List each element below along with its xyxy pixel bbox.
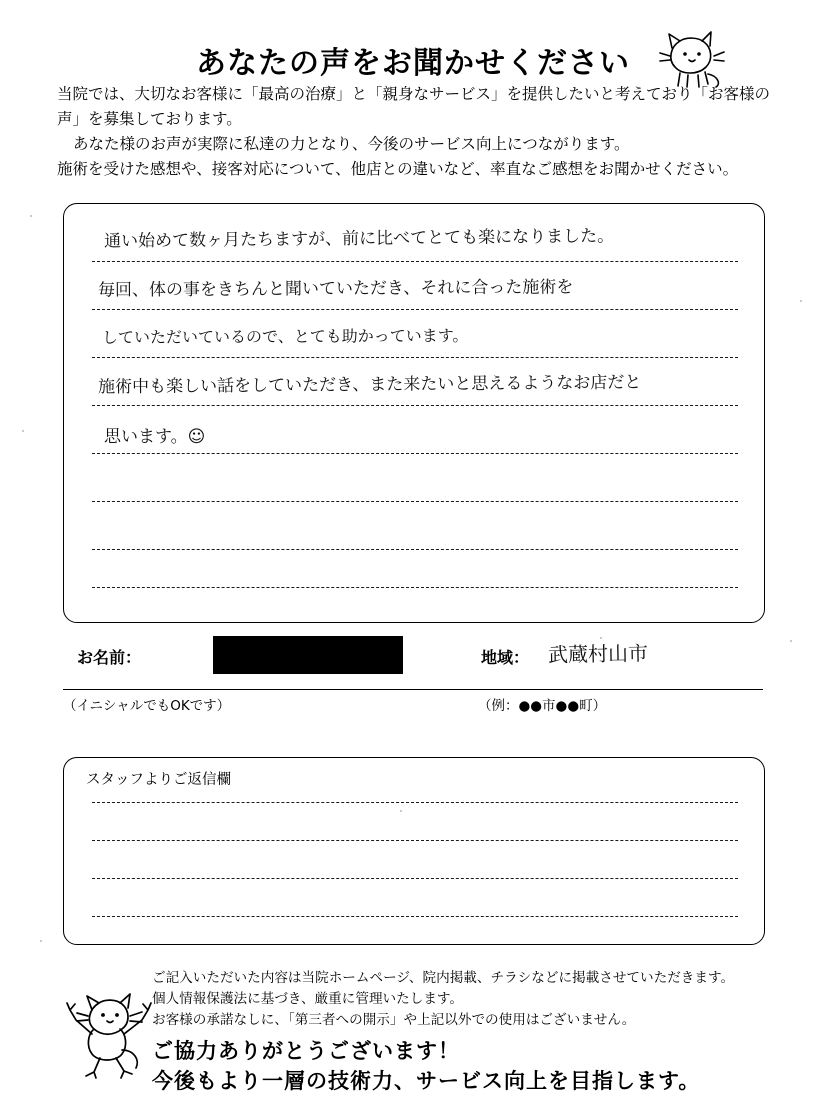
scan-speck xyxy=(790,640,792,642)
footer-thanks-line-2: 今後もより一層の技術力、サービス向上を目指します。 xyxy=(152,1069,701,1093)
ruled-line xyxy=(92,840,738,841)
ruled-line xyxy=(92,357,738,358)
form-footer xyxy=(0,960,826,1098)
footer-thanks xyxy=(152,1036,792,1096)
intro-text xyxy=(57,82,773,182)
ruled-line xyxy=(92,405,738,406)
scan-speck xyxy=(600,637,602,639)
footer-note-3: お客様の承諾なしに、「第三者への開示」や上記以外での使用はございません。 xyxy=(152,1012,636,1028)
ruled-line xyxy=(92,453,738,454)
customer-comment-box[interactable] xyxy=(63,203,765,623)
page-title: あなたの声をお聞かせください xyxy=(196,46,630,81)
name-note: （イニシャルでもOKです） xyxy=(63,698,231,714)
area-label: 地域： xyxy=(481,648,530,667)
info-underline xyxy=(63,689,763,690)
handwritten-line-4: 施術中も楽しい話をしていただき、また来たいと思えるようなお店だと xyxy=(97,372,642,398)
handwritten-line-3: していただいているので、とても助かっています。 xyxy=(101,326,469,347)
ruled-line xyxy=(92,587,738,588)
cat-mascot-icon xyxy=(658,26,728,88)
staff-reply-box[interactable] xyxy=(63,757,765,945)
ruled-line xyxy=(92,916,738,917)
handwritten-line-5: 思います。☺ xyxy=(104,427,206,447)
ruled-line xyxy=(92,261,738,262)
scan-speck xyxy=(22,430,24,432)
area-note: （例：●●市●●町） xyxy=(478,698,607,714)
age-label: 年齢： xyxy=(363,648,412,667)
intro-line-3: 施術を受けた感想や、接客対応について、他店との違いなど、率直なご感想をお聞かせください。 xyxy=(57,160,739,178)
footer-note-2: 個人情報保護法に基づき、厳重に管理いたします。 xyxy=(152,991,464,1007)
footer-note-1: ご記入いただいた内容は当院ホームページ、院内掲載、チラシなどに掲載させていただきます。 xyxy=(152,970,735,986)
ruled-line xyxy=(92,309,738,310)
area-value: 武蔵村山市 xyxy=(547,641,649,667)
scan-speck xyxy=(400,810,402,812)
name-label: お名前： xyxy=(77,648,142,667)
footer-thanks-line-1: ご協力ありがとうございます！ xyxy=(152,1039,460,1063)
scan-speck xyxy=(800,300,802,302)
scan-speck xyxy=(30,215,32,217)
ruled-line xyxy=(92,878,738,879)
intro-line-1: 当院では、大切なお客様に「最高の治療」と「親身なサービス」を提供したいと考えており「お客様の声」を募集しております。 xyxy=(57,85,771,128)
intro-line-2: あなた様のお声が実際に私達の力となり、今後のサービス向上につながります。 xyxy=(73,135,630,153)
respondent-info-row xyxy=(63,636,763,686)
footer-notes xyxy=(152,968,792,1031)
handwritten-line-1: 通い始めて数ヶ月たちますが、前に比べてとても楽になりました。 xyxy=(103,226,615,252)
ruled-line xyxy=(92,549,738,550)
scan-speck xyxy=(40,940,42,942)
ruled-line xyxy=(92,802,738,803)
form-header xyxy=(0,18,826,82)
ruled-line xyxy=(92,501,738,502)
staff-reply-label: スタッフよりご返信欄 xyxy=(86,772,231,788)
handwritten-line-2: 毎回、体の事をきちんと聞いていただき、それに合った施術を xyxy=(97,277,574,301)
